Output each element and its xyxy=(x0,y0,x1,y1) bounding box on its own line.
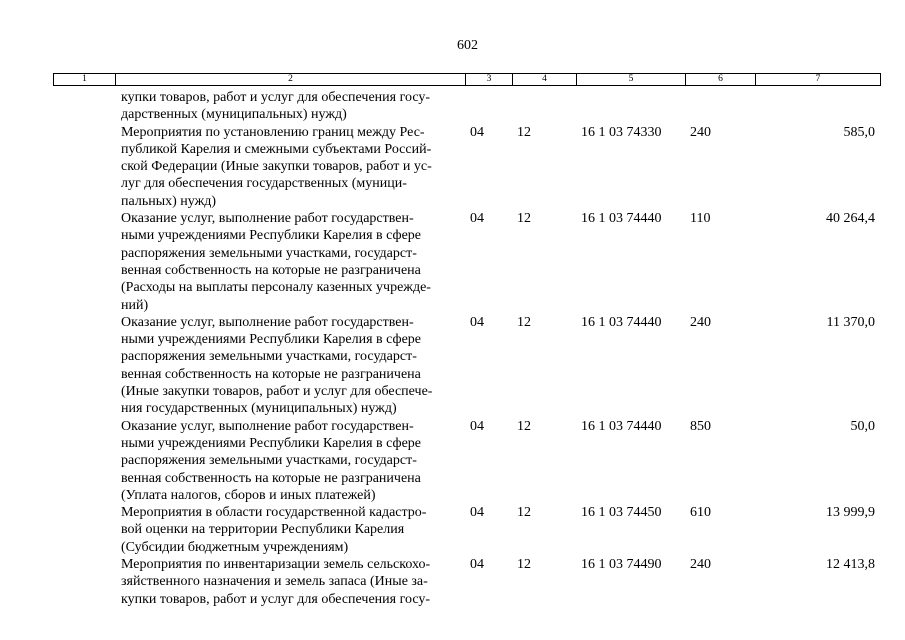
row-amount: 585,0 xyxy=(843,124,875,140)
row-subsection-code: 12 xyxy=(517,314,531,330)
page-number: 602 xyxy=(457,38,478,53)
row-target-article: 16 1 03 74440 xyxy=(581,314,662,330)
table-row xyxy=(0,124,905,210)
column-header-row xyxy=(54,74,881,86)
column-header-table xyxy=(53,73,881,86)
row-expense-type: 610 xyxy=(690,505,711,521)
row-subsection-code: 12 xyxy=(517,211,531,227)
row-description: Оказание услуг, выполнение работ государствен- ными учреждениями Республики Карелия в сфере распоряжения земельными участками, государст- венная собственность на которые не разграничена (Расходы на выплаты персоналу казенных учрежде- ний) xyxy=(121,211,431,313)
row-expense-type: 240 xyxy=(690,124,711,140)
row-section-code: 04 xyxy=(470,124,484,140)
column-header-7: 7 xyxy=(756,74,881,86)
row-target-article: 16 1 03 74440 xyxy=(581,418,662,434)
budget-table-body xyxy=(0,89,905,608)
table-row xyxy=(0,504,905,556)
row-amount: 11 370,0 xyxy=(826,314,875,330)
table-row xyxy=(0,556,905,608)
continuation-row xyxy=(0,89,905,124)
row-target-article: 16 1 03 74440 xyxy=(581,211,662,227)
row-amount: 50,0 xyxy=(850,418,875,434)
row-subsection-code: 12 xyxy=(517,124,531,140)
continuation-text: купки товаров, работ и услуг для обеспечения госу- дарственных (муниципальных) нужд) xyxy=(121,90,431,123)
row-expense-type: 240 xyxy=(690,314,711,330)
row-target-article: 16 1 03 74450 xyxy=(581,505,662,521)
row-target-article: 16 1 03 74330 xyxy=(581,124,662,140)
row-expense-type: 850 xyxy=(690,418,711,434)
row-target-article: 16 1 03 74490 xyxy=(581,557,662,573)
row-subsection-code: 12 xyxy=(517,557,531,573)
column-header-2: 2 xyxy=(116,74,466,86)
column-header-4: 4 xyxy=(513,74,577,86)
row-description: Оказание услуг, выполнение работ государствен- ными учреждениями Республики Карелия в сфере распоряжения земельными участками, государст- венная собственность на которые не разграничена (Уплата налогов, сборов и иных платежей) xyxy=(121,418,422,503)
row-section-code: 04 xyxy=(470,418,484,434)
column-header-5: 5 xyxy=(577,74,686,86)
row-section-code: 04 xyxy=(470,211,484,227)
row-amount: 40 264,4 xyxy=(826,211,875,227)
row-amount: 13 999,9 xyxy=(826,505,875,521)
row-subsection-code: 12 xyxy=(517,418,531,434)
row-section-code: 04 xyxy=(470,505,484,521)
row-description: Мероприятия по инвентаризации земель сельскохо- зяйственного назначения и земель запаса (Иные за- купки товаров, работ и услуг для обеспечения госу- xyxy=(121,557,431,607)
row-amount: 12 413,8 xyxy=(826,557,875,573)
column-header-6: 6 xyxy=(686,74,756,86)
row-section-code: 04 xyxy=(470,314,484,330)
row-subsection-code: 12 xyxy=(517,505,531,521)
row-expense-type: 240 xyxy=(690,557,711,573)
table-row xyxy=(0,314,905,418)
table-row xyxy=(0,418,905,504)
row-section-code: 04 xyxy=(470,557,484,573)
table-row xyxy=(0,210,905,314)
row-description: Оказание услуг, выполнение работ государствен- ными учреждениями Республики Карелия в сфере распоряжения земельными участками, государст- венная собственность на которые не разграничена (Иные закупки товаров, работ и услуг для обеспече- ния государственных (муниципальных) нужд) xyxy=(121,314,433,417)
row-expense-type: 110 xyxy=(690,211,711,227)
column-header-3: 3 xyxy=(466,74,513,86)
column-header-1: 1 xyxy=(54,74,116,86)
row-description: Мероприятия в области государственной кадастро- вой оценки на территории Республики Карелия (Субсидии бюджетным учреждениям) xyxy=(121,505,427,555)
row-description: Мероприятия по установлению границ между Рес- публикой Карелия и смежными субъектами Россий- ской Федерации (Иные закупки товаров, работ и ус- луг для обеспечения государственных (муници- пальных) нужд) xyxy=(121,124,432,209)
